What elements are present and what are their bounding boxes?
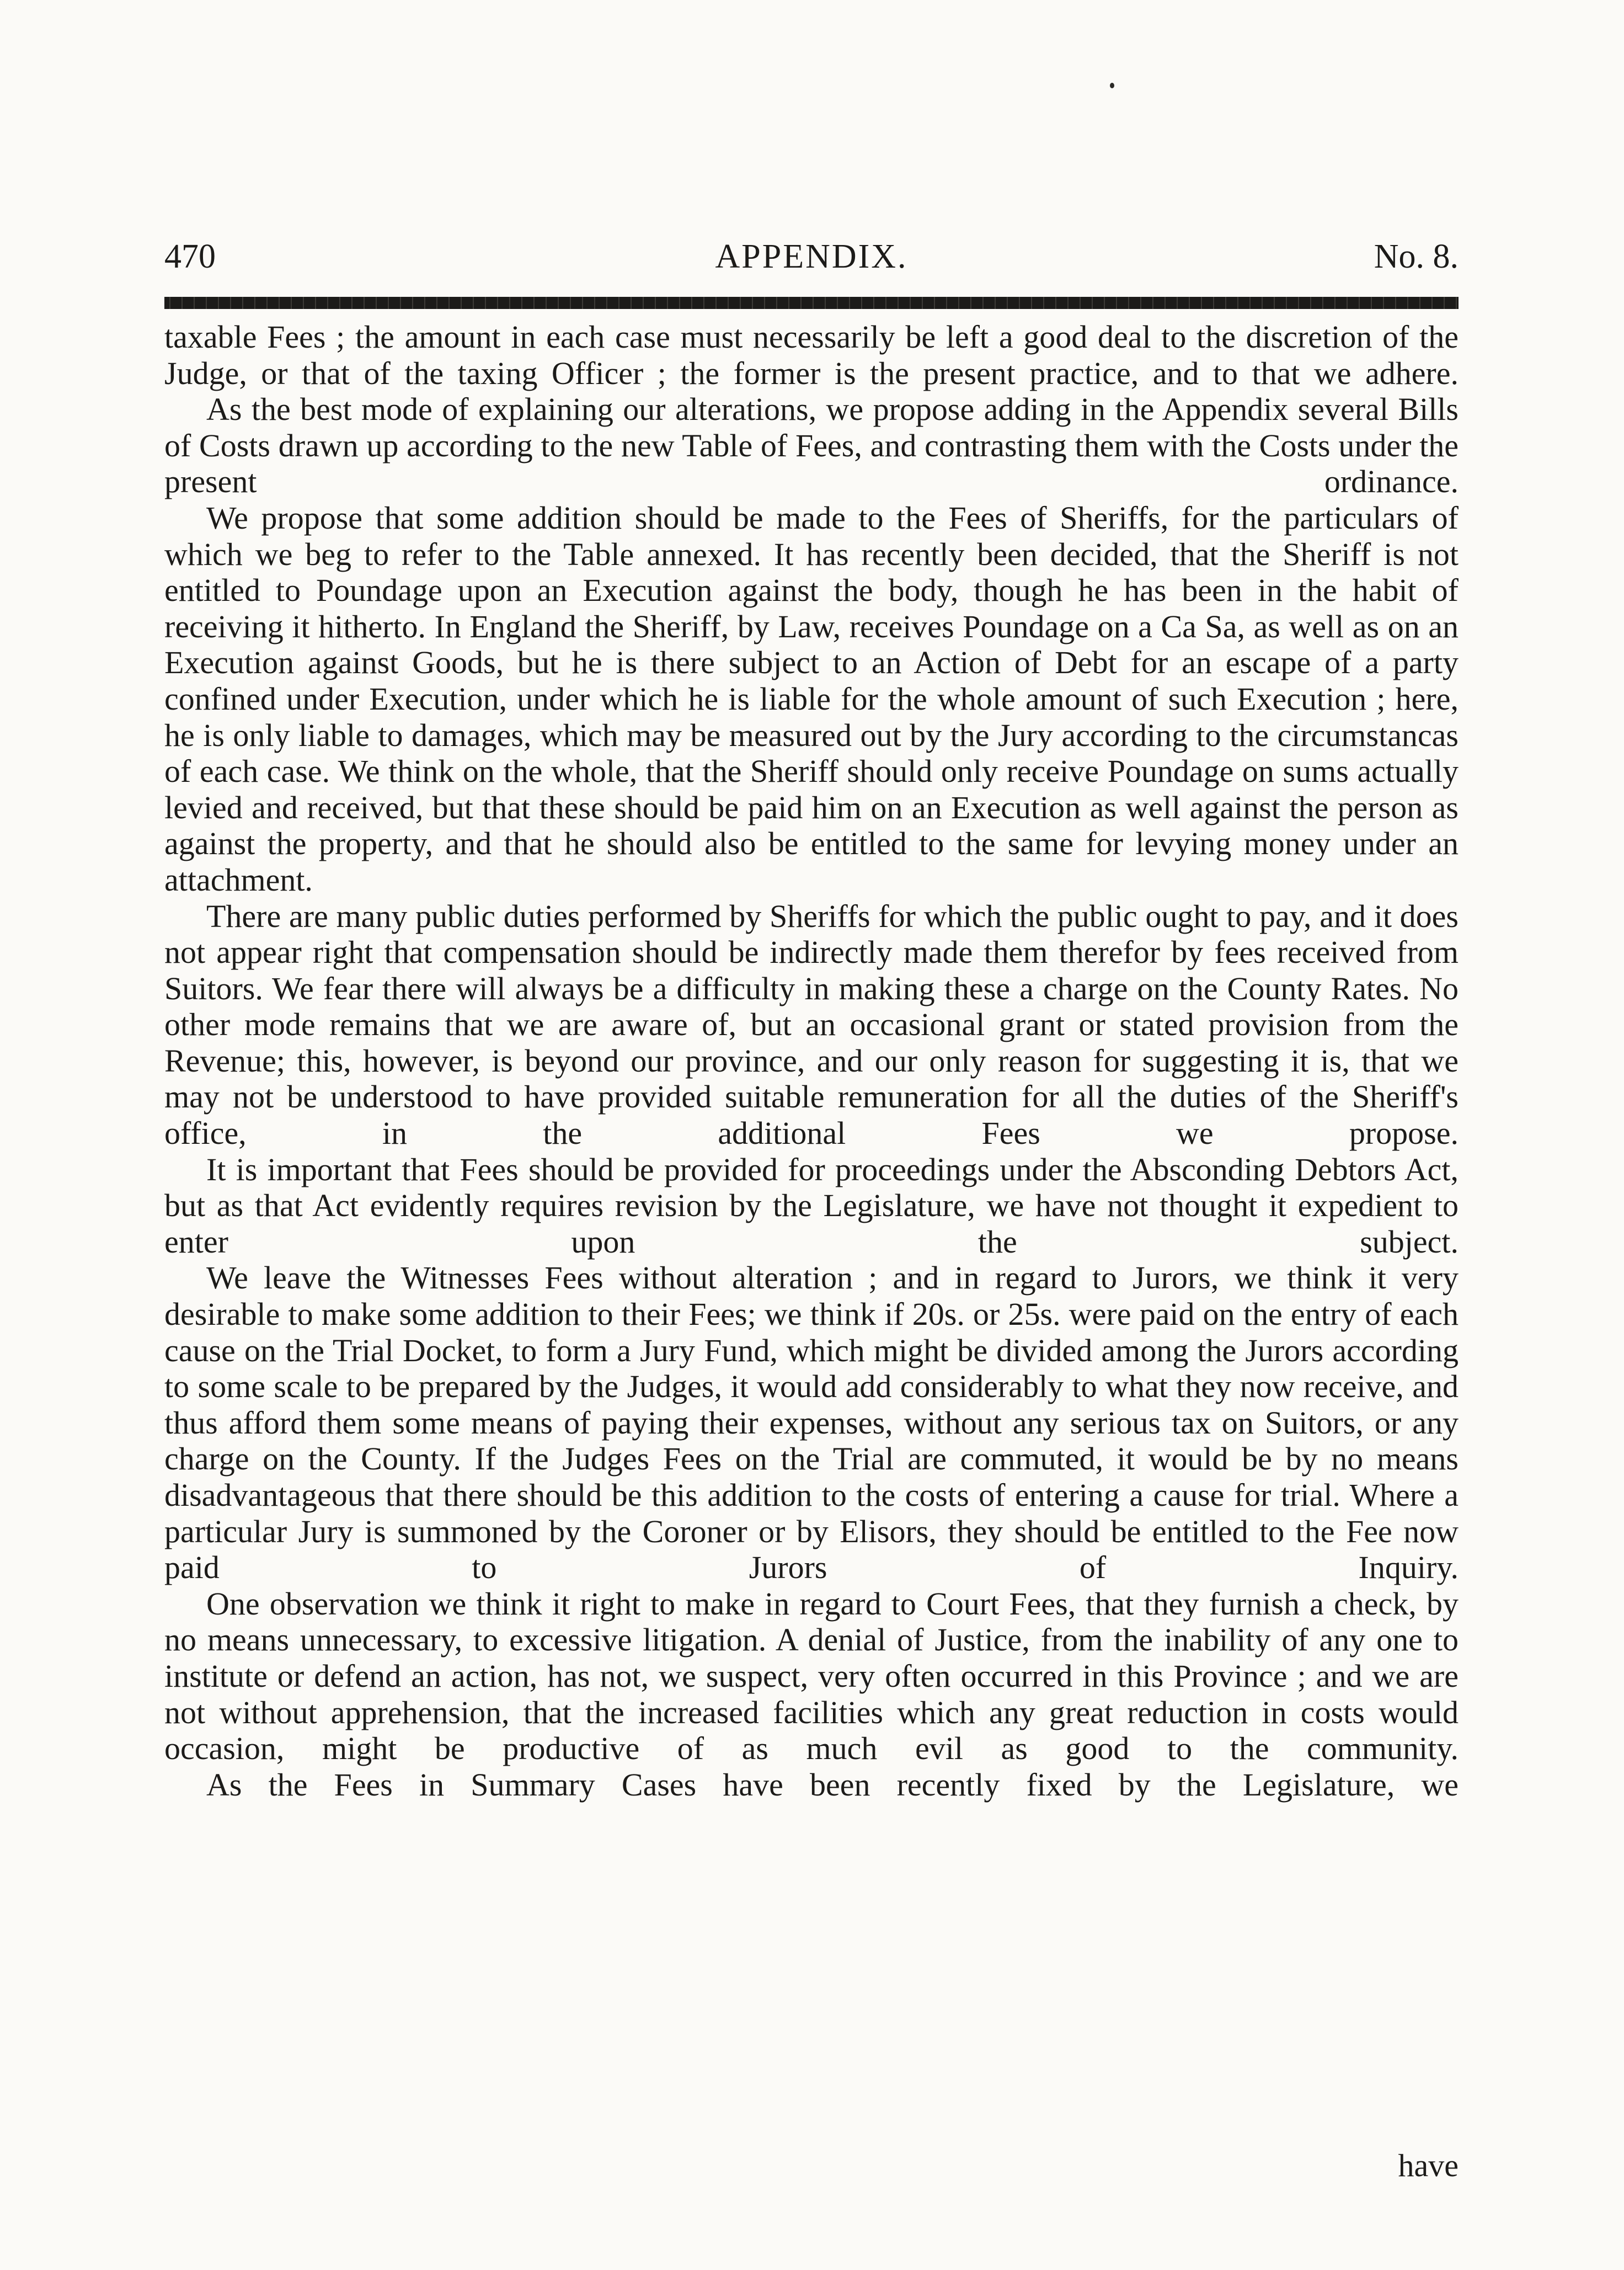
paragraph: As the best mode of explaining our alterations, we propose adding in the Appendix several Bills of Costs drawn up according to the new Table of Fees, and contrasting them with the Costs under the present ordinance. <box>164 391 1459 500</box>
paragraph: It is important that Fees should be provided for proceedings under the Absconding Debtors Act, but as that Act evidently requires revision by the Legislature, we have not thought it expedient to enter upon the subject. <box>164 1151 1459 1260</box>
paragraph: There are many public duties performed by Sheriffs for which the public ought to pay, and it does not appear right that compensation should be indirectly made them therefor by fees received from Suitors. We fear there will always be a difficulty in making these a charge on the County Rates. No other mode remains that we are aware of, but an occasional grant or stated provision from the Revenue; this, however, is beyond our province, and our only reason for suggesting it is, that we may not be understood to have provided suitable remuneration for all the duties of the Sheriff's office, in the additional Fees we propose. <box>164 898 1459 1152</box>
catchword: have <box>1398 2148 1459 2183</box>
print-speck <box>1110 83 1114 88</box>
page-number: 470 <box>164 238 216 275</box>
paragraph: taxable Fees ; the amount in each case must necessarily be left a good deal to the discretion of the Judge, or that of the taxing Officer ; the former is the present practice, and to that we adhere. <box>164 319 1459 391</box>
page-header <box>164 232 1459 281</box>
running-title: APPENDIX. <box>715 238 908 275</box>
paragraph: We propose that some addition should be made to the Fees of Sheriffs, for the particulars of which we beg to refer to the Table annexed. It has recently been decided, that the Sheriff is not entitled to Poundage upon an Execution against the body, though he has been in the habit of receiving it hitherto. In England the Sheriff, by Law, receives Poundage on a Ca Sa, as well as on an Execution against Goods, but he is there subject to an Action of Debt for an escape of a party confined under Execution, under which he is liable for the whole amount of such Execution ; here, he is only liable to damages, which may be measured out by the Jury according to the circumstancas of each case. We think on the whole, that the Sheriff should only receive Poundage on sums actually levied and received, but that these should be paid him on an Execution as well against the person as against the property, and that he should also be entitled to the same for levying money under an attachment. <box>164 499 1459 898</box>
appendix-number: No. 8. <box>1374 238 1459 275</box>
body-text <box>164 319 1459 1803</box>
header-rule <box>164 297 1459 309</box>
paragraph: As the Fees in Summary Cases have been recently fixed by the Legislature, we <box>206 1766 1459 1803</box>
paragraph: We leave the Witnesses Fees without alteration ; and in regard to Jurors, we think it very desirable to make some addition to their Fees; we think if 20s. or 25s. were paid on the entry of each cause on the Trial Docket, to form a Jury Fund, which might be divided among the Jurors according to some scale to be prepared by the Judges, it would add considerably to what they now receive, and thus afford them some means of paying their expenses, without any serious tax on Suitors, or any charge on the County. If the Judges Fees on the Trial are commuted, it would be by no means disadvantageous that there should be this addition to the costs of entering a cause for trial. Where a particular Jury is summoned by the Coroner or by Elisors, they should be entitled to the Fee now paid to Jurors of Inquiry. <box>164 1260 1459 1586</box>
paragraph: One observation we think it right to make in regard to Court Fees, that they furnish a check, by no means unnecessary, to excessive litigation. A denial of Justice, from the inability of any one to institute or defend an action, has not, we suspect, very often occurred in this Province ; and we are not without apprehension, that the increased facilities which any great reduction in costs would occasion, might be productive of as much evil as good to the community. <box>164 1585 1459 1767</box>
